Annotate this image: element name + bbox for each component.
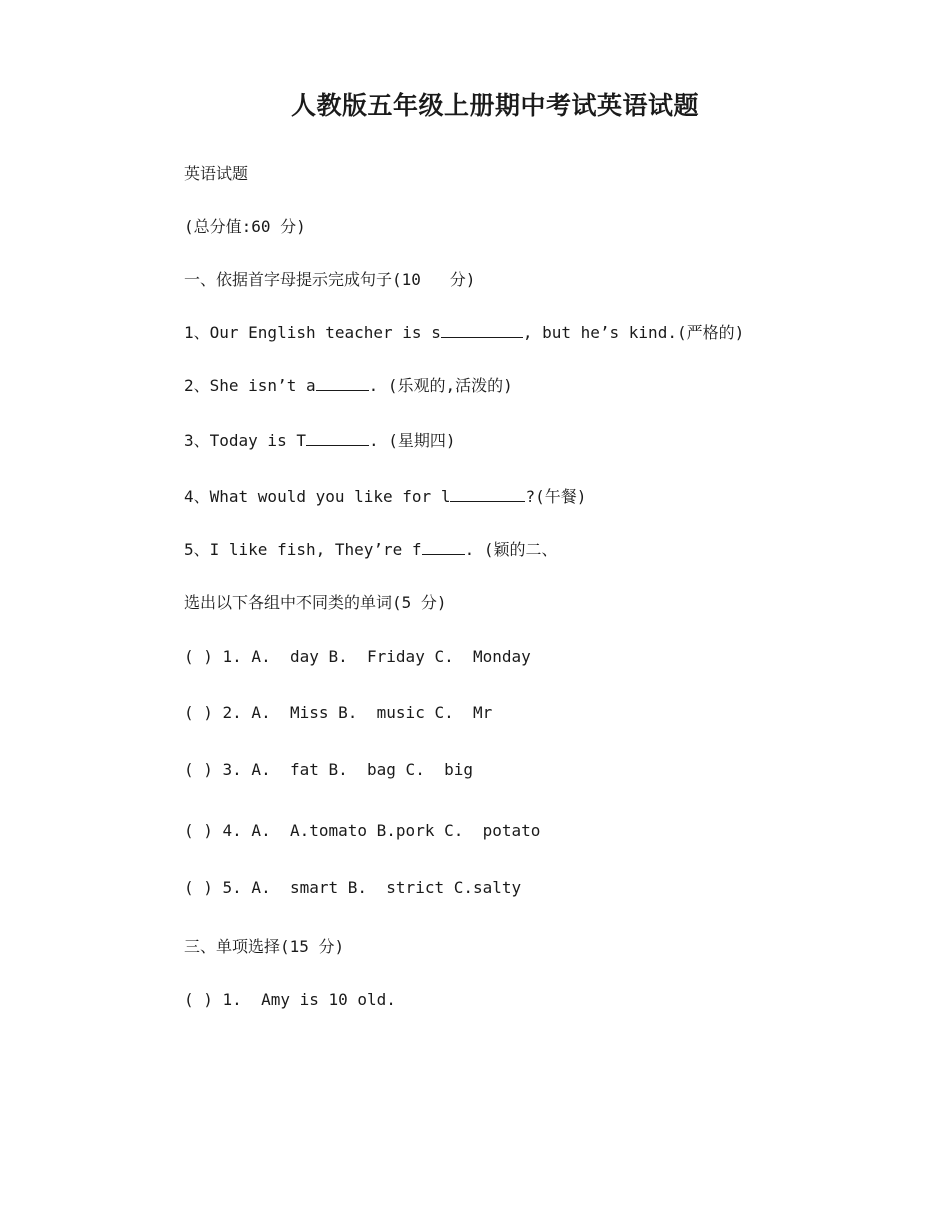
answer-blank-5[interactable] [422,540,465,555]
odd-one-out-item-1: ( ) 1. A. day B. Friday C. Monday [184,647,531,666]
fill-item-4 [184,486,586,508]
subtitle: 英语试题 [184,164,249,183]
section2-heading: 选出以下各组中不同类的单词(5 分) [184,593,447,612]
fill-item-2-after: . (乐观的,活泼的) [368,376,513,395]
fill-item-1-after: , but he’s kind.(严格的) [522,323,745,342]
fill-item-4-after: ?(午餐) [525,487,587,506]
fill-item-2 [184,375,513,397]
fill-item-3-after: . (星期四) [368,431,456,450]
answer-blank-1[interactable] [441,323,523,338]
fill-item-1-before: 1、Our English teacher is s [184,323,441,342]
fill-item-3-before: 3、Today is T [184,431,306,450]
fill-item-1 [184,322,744,344]
choice-item-1: ( ) 1. Amy is 10 old. [184,990,396,1009]
section1-heading: 一、依据首字母提示完成句子(10 分) [184,270,476,289]
fill-item-3 [184,430,456,452]
fill-item-4-before: 4、What would you like for l [184,487,451,506]
answer-blank-2[interactable] [316,376,369,391]
odd-one-out-item-2: ( ) 2. A. Miss B. music C. Mr [184,703,493,722]
odd-one-out-item-3: ( ) 3. A. fat B. bag C. big [184,760,473,779]
total-score: (总分值:60 分) [184,217,306,236]
odd-one-out-item-5: ( ) 5. A. smart B. strict C.salty [184,878,522,897]
answer-blank-4[interactable] [450,487,525,502]
answer-blank-3[interactable] [306,431,369,446]
odd-one-out-item-4: ( ) 4. A. A.tomato B.pork C. potato [184,821,541,840]
fill-item-5 [184,539,557,561]
fill-item-5-before: 5、I like fish, They’re f [184,540,422,559]
fill-item-5-after: . (颖的二、 [464,540,558,559]
fill-item-2-before: 2、She isn’t a [184,376,316,395]
document-title: 人教版五年级上册期中考试英语试题 [290,91,699,120]
section3-heading: 三、单项选择(15 分) [184,937,345,956]
